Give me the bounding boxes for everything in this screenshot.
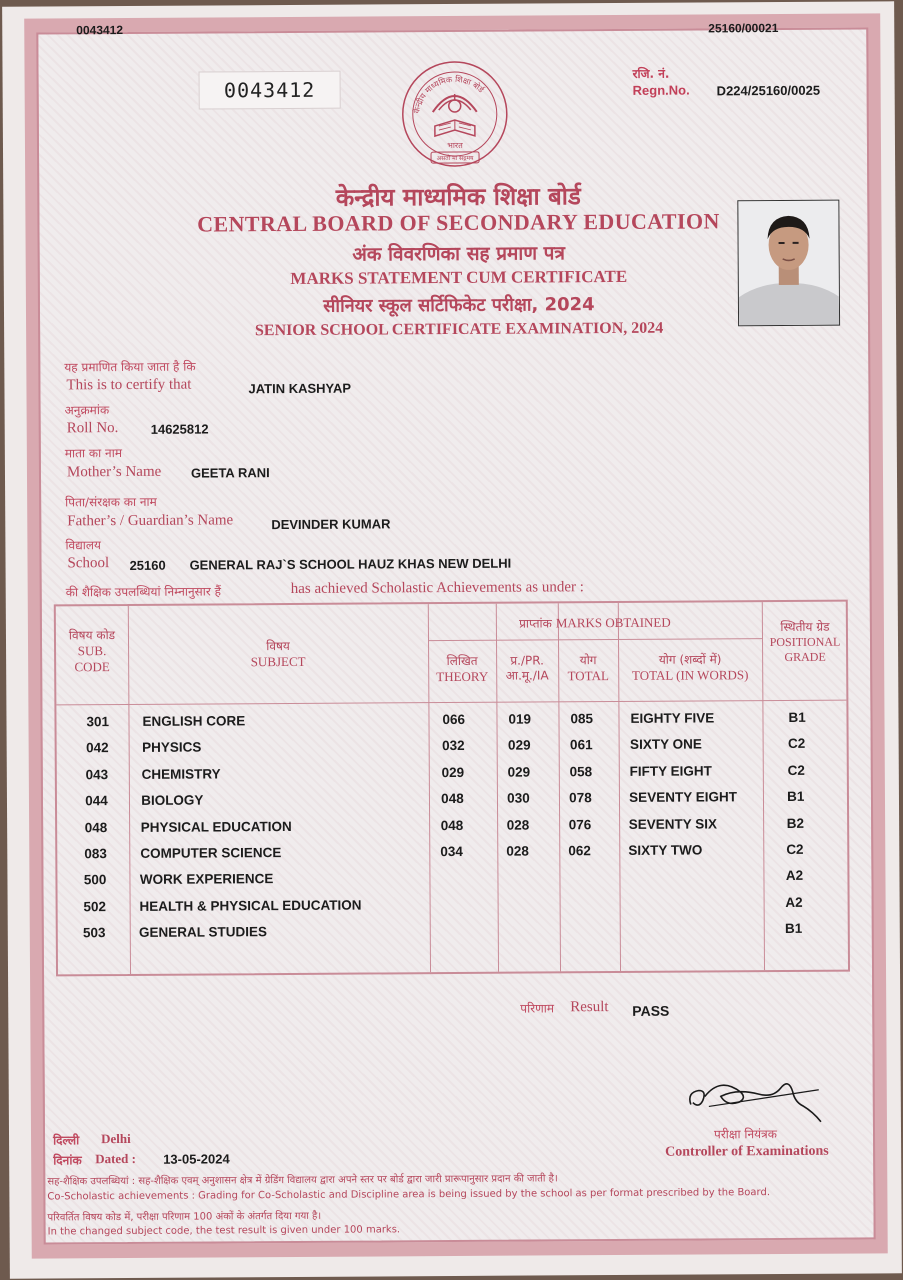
cbse-emblem-icon [400, 60, 509, 169]
practical-marks-cell: 029 [507, 764, 531, 780]
practical-marks-cell: 028 [506, 817, 530, 833]
total-marks-cell: 078 [569, 790, 592, 806]
sub-code-cell: 048 [84, 819, 108, 835]
achievement-label: has achieved Scholastic Achievements as under : [290, 579, 584, 597]
grade-cell: A2 [785, 868, 804, 884]
theory-marks-cell: 032 [441, 738, 465, 754]
grade-cell: B1 [788, 709, 806, 725]
sub-code-cell: 042 [85, 740, 109, 756]
date-label: Dated : [95, 1150, 137, 1167]
roll-label: Roll No. [66, 420, 119, 437]
candidate-name: JATIN KASHYAP [248, 380, 352, 397]
regn-label-hindi: रजि. नं. [632, 66, 670, 81]
result-value: PASS [632, 1002, 670, 1019]
certify-label: This is to certify that [66, 376, 192, 394]
header-grade: स्थितीय ग्रेड POSITIONAL GRADE [769, 619, 841, 664]
footnote-changed-code-hindi: परिवर्तित विषय कोड में, परीक्षा परिणाम 100 अंकों के अंतर्गत दिया गया है। [47, 1210, 322, 1224]
date-label-hindi: दिनांक [53, 1153, 82, 1168]
practical-marks-cell: 030 [507, 790, 530, 806]
serial-number-box: 0043412 [199, 71, 341, 110]
father-label: Father’s / Guardian’s Name [67, 512, 234, 530]
sub-code-cell: 043 [85, 766, 109, 783]
roll-number: 14625812 [150, 421, 209, 437]
grade-cell: C2 [787, 736, 806, 752]
subject-cell: HEALTH & PHYSICAL EDUCATION [139, 897, 362, 914]
document-title-hindi: अंक विवरणिका सह प्रमाण पत्र [352, 242, 566, 266]
practical-marks-cell: 029 [507, 737, 531, 754]
theory-marks-cell: 029 [441, 764, 465, 780]
father-name: DEVINDER KUMAR [271, 516, 391, 533]
candidate-photo [737, 200, 840, 327]
grade-cell: B1 [784, 921, 803, 937]
header-theory: लिखित THEORY [436, 653, 489, 685]
mother-label: Mother’s Name [66, 463, 162, 481]
header-total-words: योग (शब्दों में) TOTAL (IN WORDS) [631, 652, 749, 683]
total-words-cell: SIXTY TWO [628, 842, 703, 858]
school-code: 25160 [129, 557, 166, 573]
place-label: Delhi [100, 1130, 131, 1147]
footnote-changed-code: In the changed subject code, the test result is given under 100 marks. [47, 1224, 401, 1238]
sub-code-cell: 044 [85, 793, 108, 809]
subject-cell: COMPUTER SCIENCE [140, 845, 282, 861]
school-label: School [67, 555, 110, 572]
table-row [58, 921, 848, 952]
sub-code-cell: 502 [83, 898, 106, 915]
achievement-label-hindi: की शैक्षिक उपलब्धियां निम्नानुसार हैं [65, 584, 222, 600]
grade-cell: C2 [787, 762, 805, 778]
theory-marks-cell: 048 [441, 791, 464, 807]
subject-cell: BIOLOGY [141, 792, 204, 809]
controller-title-hindi: परीक्षा नियंत्रक [713, 1127, 778, 1142]
roll-label-hindi: अनुक्रमांक [64, 403, 110, 418]
emblem-ring-text: केन्द्रीय माध्यमिक शिक्षा बोर्ड [412, 74, 486, 115]
controller-signature-icon [681, 1066, 831, 1127]
footnote-coscholastic-hindi: सह-शैक्षिक उपलब्धियां : सह-शैक्षिक एवम् अनुशासन क्षेत्र में ग्रेडिंग विद्यालय द्वारा अपने स्तर पर बोर्ड द्वारा जारी प्रारूपानुसार प्रदान की जाती है। [47, 1173, 558, 1188]
result-label: Result [570, 999, 609, 1016]
regn-number: D224/25160/0025 [716, 82, 821, 99]
subject-cell: CHEMISTRY [141, 766, 221, 782]
exam-title-hindi: सीनियर स्कूल सर्टिफिकेट परीक्षा, 2024 [323, 294, 595, 317]
top-reference-code: 25160/00021 [708, 20, 779, 36]
issue-date: 13-05-2024 [163, 1151, 230, 1167]
total-marks-cell: 061 [569, 737, 593, 753]
header-practical: प्र./PR. आ.मू./IA [505, 653, 549, 683]
total-marks-cell: 085 [570, 711, 594, 727]
total-marks-cell: 058 [569, 763, 593, 780]
practical-marks-cell: 028 [506, 843, 529, 859]
board-name-hindi: केन्द्रीय माध्यमिक शिक्षा बोर्ड [335, 182, 581, 212]
total-marks-cell: 076 [568, 816, 592, 832]
sub-code-cell: 301 [86, 714, 110, 730]
header-sub-code: विषय कोड SUB. CODE [68, 628, 116, 675]
theory-marks-cell: 066 [442, 711, 466, 728]
practical-marks-cell: 019 [508, 711, 532, 727]
total-words-cell: SEVENTY SIX [628, 815, 718, 832]
subject-cell: PHYSICS [141, 739, 202, 756]
document-title: MARKS STATEMENT CUM CERTIFICATE [290, 266, 628, 288]
school-label-hindi: विद्यालय [65, 538, 102, 553]
total-marks-cell: 062 [568, 843, 591, 859]
result-label-hindi: परिणाम [520, 1001, 555, 1016]
total-words-cell: SIXTY ONE [629, 736, 702, 753]
school-name: GENERAL RAJ`S SCHOOL HAUZ KHAS NEW DELHI [189, 555, 512, 573]
marks-certificate [2, 1, 902, 1278]
father-label-hindi: पिता/संरक्षक का नाम [65, 494, 157, 510]
regn-label: Regn.No. [632, 82, 690, 98]
top-serial-number: 0043412 [76, 22, 124, 38]
board-name: CENTRAL BOARD OF SECONDARY EDUCATION [197, 208, 720, 237]
subject-cell: WORK EXPERIENCE [139, 871, 274, 888]
emblem-country: भारत [447, 140, 463, 151]
grade-cell: B1 [787, 789, 805, 805]
subject-cell: GENERAL STUDIES [138, 924, 268, 941]
sub-code-cell: 083 [84, 846, 107, 862]
mother-label-hindi: माता का नाम [64, 446, 123, 461]
header-marks-obtained: प्राप्तांक MARKS OBTAINED [519, 614, 671, 631]
sub-code-cell: 503 [82, 925, 106, 941]
subject-cell: ENGLISH CORE [142, 713, 246, 729]
marks-table [54, 600, 850, 977]
grade-cell: C2 [786, 841, 804, 857]
total-words-cell: EIGHTY FIVE [630, 710, 715, 726]
sub-code-cell: 500 [83, 872, 107, 888]
theory-marks-cell: 034 [440, 843, 463, 860]
grade-cell: A2 [785, 894, 803, 910]
certify-label-hindi: यह प्रमाणित किया जाता है कि [64, 359, 196, 375]
mother-name: GEETA RANI [190, 465, 270, 481]
total-words-cell: SEVENTY EIGHT [629, 789, 737, 806]
subject-cell: PHYSICAL EDUCATION [140, 818, 292, 835]
total-words-cell: FIFTY EIGHT [629, 763, 712, 779]
header-total: योग TOTAL [567, 653, 609, 684]
header-subject: विषय SUBJECT [250, 638, 306, 670]
footnote-coscholastic: Co-Scholastic achievements : Grading for Co-Scholastic and Discipline area is being issued by the school as per format prescribed by the Board. [47, 1187, 771, 1203]
place-label-hindi: दिल्ली [53, 1133, 80, 1148]
theory-marks-cell: 048 [440, 817, 464, 833]
emblem-motto: असतो मा सद्गमय [436, 154, 474, 163]
exam-title: SENIOR SCHOOL CERTIFICATE EXAMINATION, 2024 [254, 319, 664, 340]
grade-cell: B2 [786, 815, 805, 831]
controller-title: Controller of Examinations [665, 1143, 829, 1160]
